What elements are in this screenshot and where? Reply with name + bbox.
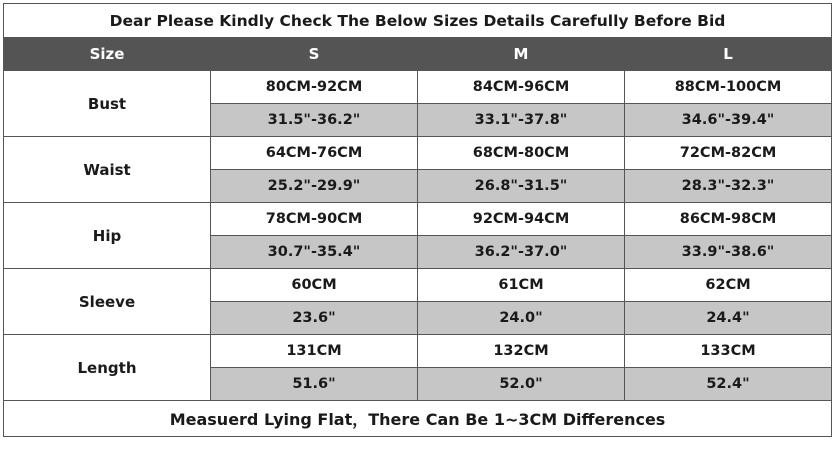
cell-inch: 24.0" (418, 302, 625, 335)
footer-note: Measuerd Lying Flat，There Can Be 1~3CM Differences (4, 401, 832, 437)
cell-inch: 26.8"-31.5" (418, 170, 625, 203)
row-label-waist: Waist (4, 137, 211, 203)
header-row (4, 38, 832, 71)
cell-inch: 51.6" (211, 368, 418, 401)
chart-title: Dear Please Kindly Check The Below Sizes Details Carefully Before Bid (4, 4, 832, 38)
row-label-hip: Hip (4, 203, 211, 269)
cell-cm: 86CM-98CM (625, 203, 832, 236)
cell-cm: 62CM (625, 269, 832, 302)
cell-cm: 64CM-76CM (211, 137, 418, 170)
cell-inch: 33.9"-38.6" (625, 236, 832, 269)
cell-inch: 25.2"-29.9" (211, 170, 418, 203)
cell-cm: 84CM-96CM (418, 71, 625, 104)
cell-cm: 133CM (625, 335, 832, 368)
row-label-bust: Bust (4, 71, 211, 137)
cell-inch: 23.6" (211, 302, 418, 335)
table-row (4, 203, 832, 236)
table-row (4, 335, 832, 368)
cell-cm: 60CM (211, 269, 418, 302)
table-row (4, 269, 832, 302)
size-s-header: S (211, 38, 418, 71)
size-m-header: M (418, 38, 625, 71)
cell-inch: 52.4" (625, 368, 832, 401)
cell-cm: 131CM (211, 335, 418, 368)
cell-inch: 36.2"-37.0" (418, 236, 625, 269)
cell-cm: 61CM (418, 269, 625, 302)
cell-cm: 92CM-94CM (418, 203, 625, 236)
cell-inch: 34.6"-39.4" (625, 104, 832, 137)
cell-cm: 78CM-90CM (211, 203, 418, 236)
size-chart (3, 3, 831, 449)
cell-inch: 31.5"-36.2" (211, 104, 418, 137)
cell-inch: 24.4" (625, 302, 832, 335)
row-label-sleeve: Sleeve (4, 269, 211, 335)
size-column-header: Size (4, 38, 211, 71)
cell-cm: 68CM-80CM (418, 137, 625, 170)
table-row (4, 71, 832, 104)
cell-inch: 33.1"-37.8" (418, 104, 625, 137)
cell-inch: 52.0" (418, 368, 625, 401)
table-row (4, 137, 832, 170)
cell-inch: 28.3"-32.3" (625, 170, 832, 203)
cell-cm: 132CM (418, 335, 625, 368)
cell-cm: 88CM-100CM (625, 71, 832, 104)
size-l-header: L (625, 38, 832, 71)
cell-cm: 80CM-92CM (211, 71, 418, 104)
cell-inch: 30.7"-35.4" (211, 236, 418, 269)
size-table (3, 3, 832, 437)
row-label-length: Length (4, 335, 211, 401)
cell-cm: 72CM-82CM (625, 137, 832, 170)
